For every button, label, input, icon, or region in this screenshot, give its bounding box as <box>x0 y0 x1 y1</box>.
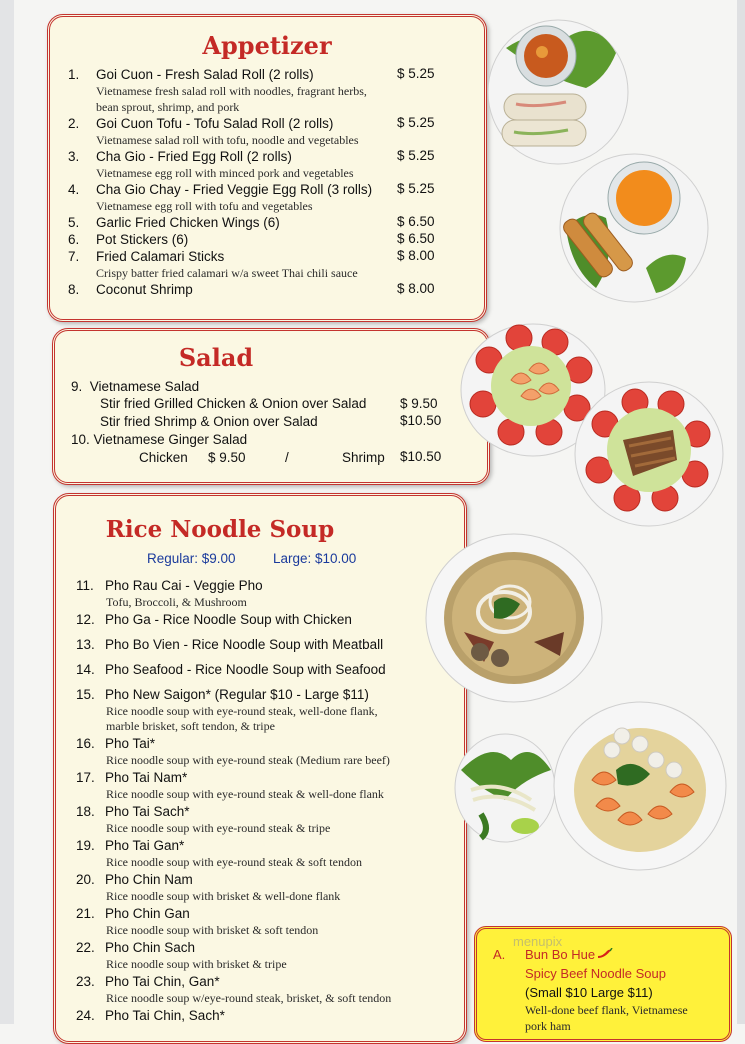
item-price: $ 5.25 <box>397 66 435 81</box>
item-number: 16. <box>76 736 95 751</box>
ginger-shrimp-label: Shrimp <box>342 450 385 465</box>
item-description: Crispy batter fried calamari w/a sweet Thai chili sauce <box>96 266 358 280</box>
item-name: Pho Chin Sach <box>105 940 196 955</box>
appetizer-item <box>68 182 372 197</box>
item-number: 3. <box>68 149 80 164</box>
item-description: Vietnamese egg roll with minced pork and vegetables <box>96 166 354 180</box>
item-name: Pho Tai* <box>105 736 156 751</box>
item-description: Rice noodle soup with eye-round steak & soft tendon <box>106 855 362 869</box>
item-name: Pho Chin Nam <box>105 872 193 887</box>
soup-item <box>76 838 184 853</box>
salad-price-shrimp: $10.50 <box>400 413 442 428</box>
item-description: Vietnamese egg roll with tofu and vegetables <box>96 199 313 213</box>
item-number: 19. <box>76 838 95 853</box>
item-number: 20. <box>76 872 95 887</box>
salad-price-chicken: $ 9.50 <box>400 396 438 411</box>
item-number: 24. <box>76 1008 95 1023</box>
item-name: Pho Tai Chin, Gan* <box>105 974 220 989</box>
appetizer-item <box>68 232 188 247</box>
special-desc: Well-done beef flank, Vietnamese <box>525 1003 688 1017</box>
item-name: Cha Gio Chay - Fried Veggie Egg Roll (3 rolls) <box>96 182 373 197</box>
bun-bo-hue-special <box>474 926 732 1042</box>
appetizer-item <box>68 215 280 230</box>
item-name: Pho Tai Sach* <box>105 804 190 819</box>
special-sizes: (Small $10 Large $11) <box>525 985 653 1000</box>
item-name: Vietnamese Ginger Salad <box>93 432 248 447</box>
item-name: Goi Cuon Tofu - Tofu Salad Roll (2 rolls) <box>96 116 334 131</box>
item-name: Pho Rau Cai - Veggie Pho <box>105 578 263 593</box>
item-name: Pho Seafood - Rice Noodle Soup with Seafood <box>105 662 386 677</box>
item-price: $ 6.50 <box>397 231 435 246</box>
item-name: Pho Tai Nam* <box>105 770 188 785</box>
soup-item <box>76 1008 225 1023</box>
item-number: 1. <box>68 67 80 82</box>
photo-herbs-plate <box>451 730 557 844</box>
photo-pho-bowl <box>424 532 604 704</box>
item-price: $ 8.00 <box>397 281 435 296</box>
item-price: $ 6.50 <box>397 214 435 229</box>
salad-option-chicken: Stir fried Grilled Chicken & Onion over Salad <box>100 396 367 411</box>
ginger-shrimp-price: $10.50 <box>400 449 442 464</box>
item-number: 21. <box>76 906 95 921</box>
photo-salad-chicken <box>573 380 725 530</box>
photo-fresh-rolls <box>486 8 634 168</box>
photo-seafood-pho <box>552 700 728 872</box>
item-description: marble brisket, soft tendon, & tripe <box>106 719 275 733</box>
rice-noodle-soup-section <box>53 493 467 1044</box>
photo-egg-rolls <box>556 148 712 308</box>
item-name: Coconut Shrimp <box>96 282 193 297</box>
appetizer-item <box>68 282 193 297</box>
item-description: Rice noodle soup with eye-round steak (Medium rare beef) <box>106 753 390 767</box>
item-description: Rice noodle soup with brisket & well-done flank <box>106 889 341 903</box>
salad-title: Salad <box>178 343 254 372</box>
item-description: Rice noodle soup with eye-round steak & well-done flank <box>106 787 384 801</box>
soup-item <box>76 662 386 677</box>
item-number: 15. <box>76 687 95 702</box>
item-number: 12. <box>76 612 95 627</box>
soup-item <box>76 637 383 652</box>
appetizer-title: Appetizer <box>202 31 332 60</box>
item-number: 11. <box>76 578 94 593</box>
item-name: Cha Gio - Fried Egg Roll (2 rolls) <box>96 149 292 164</box>
chili-pepper-icon <box>597 948 613 960</box>
item-name: Pho Chin Gan <box>105 906 190 921</box>
large-price: Large: $10.00 <box>273 551 357 566</box>
soup-item <box>76 940 195 955</box>
salad-item-9 <box>71 379 199 394</box>
salad-option-shrimp: Stir fried Shrimp & Onion over Salad <box>100 414 318 429</box>
soup-item <box>76 687 369 702</box>
item-number: 13. <box>76 637 95 652</box>
appetizer-section <box>47 14 487 322</box>
soup-item <box>76 736 155 751</box>
item-description: Rice noodle soup with eye-round steak, well-done flank, <box>106 704 378 718</box>
soup-item <box>76 974 220 989</box>
item-name: Pho New Saigon* (Regular $10 - Large $11) <box>105 687 369 702</box>
appetizer-item <box>68 149 292 164</box>
special-desc-2: pork ham <box>525 1019 571 1033</box>
price-separator: / <box>285 450 289 465</box>
salad-section <box>52 328 490 485</box>
item-description: Rice noodle soup w/eye-round steak, brisket, & soft tendon <box>106 991 392 1005</box>
item-price: $ 5.25 <box>397 115 435 130</box>
item-number: 10. <box>71 432 90 447</box>
regular-price: Regular: $9.00 <box>147 551 236 566</box>
item-name: Garlic Fried Chicken Wings (6) <box>96 215 280 230</box>
item-name: Pho Tai Gan* <box>105 838 185 853</box>
item-name: Pho Bo Vien - Rice Noodle Soup with Meatball <box>105 637 384 652</box>
item-number: 23. <box>76 974 95 989</box>
soup-item <box>76 804 190 819</box>
item-description: Vietnamese fresh salad roll with noodles, fragrant herbs, <box>96 84 367 98</box>
item-description: Rice noodle soup with brisket & tripe <box>106 957 287 971</box>
soup-item <box>76 872 193 887</box>
item-number: 6. <box>68 232 80 247</box>
soup-item <box>76 906 190 921</box>
page-left-edge <box>0 0 14 1024</box>
item-name: Pho Ga - Rice Noodle Soup with Chicken <box>105 612 352 627</box>
item-price: $ 5.25 <box>397 148 435 163</box>
soup-title: Rice Noodle Soup <box>105 516 335 543</box>
soup-item <box>76 612 352 627</box>
item-price: $ 8.00 <box>397 248 435 263</box>
item-description: Tofu, Broccoli, & Mushroom <box>106 595 247 609</box>
item-number: 2. <box>68 116 80 131</box>
special-subtitle: Spicy Beef Noodle Soup <box>525 966 666 981</box>
ginger-chicken-label: Chicken <box>139 450 188 465</box>
appetizer-item <box>68 249 224 264</box>
ginger-chicken-price: $ 9.50 <box>208 450 246 465</box>
item-number: 9. <box>71 379 83 394</box>
appetizer-item <box>68 67 314 82</box>
item-description: bean sprout, shrimp, and pork <box>96 100 240 114</box>
page-right-edge <box>737 0 745 1024</box>
item-name: Pho Tai Chin, Sach* <box>105 1008 225 1023</box>
salad-item-10 <box>71 432 247 447</box>
item-number: 17. <box>76 770 95 785</box>
item-number: 7. <box>68 249 80 264</box>
soup-item <box>76 578 263 593</box>
special-name: Bun Bo Hue <box>525 947 596 962</box>
item-number: 22. <box>76 940 95 955</box>
item-number: 8. <box>68 282 80 297</box>
item-number: 5. <box>68 215 80 230</box>
item-price: $ 5.25 <box>397 181 435 196</box>
special-letter: A. <box>493 947 506 962</box>
item-name: Pot Stickers (6) <box>96 232 189 247</box>
item-number: 18. <box>76 804 95 819</box>
item-description: Rice noodle soup with brisket & soft tendon <box>106 923 319 937</box>
item-name: Fried Calamari Sticks <box>96 249 225 264</box>
item-name: Goi Cuon - Fresh Salad Roll (2 rolls) <box>96 67 314 82</box>
appetizer-item <box>68 116 333 131</box>
item-number: 4. <box>68 182 80 197</box>
item-number: 14. <box>76 662 95 677</box>
soup-item <box>76 770 187 785</box>
item-description: Vietnamese salad roll with tofu, noodle and vegetables <box>96 133 359 147</box>
item-name: Vietnamese Salad <box>89 379 200 394</box>
item-description: Rice noodle soup with eye-round steak & tripe <box>106 821 331 835</box>
watermark: menupix <box>513 934 563 949</box>
